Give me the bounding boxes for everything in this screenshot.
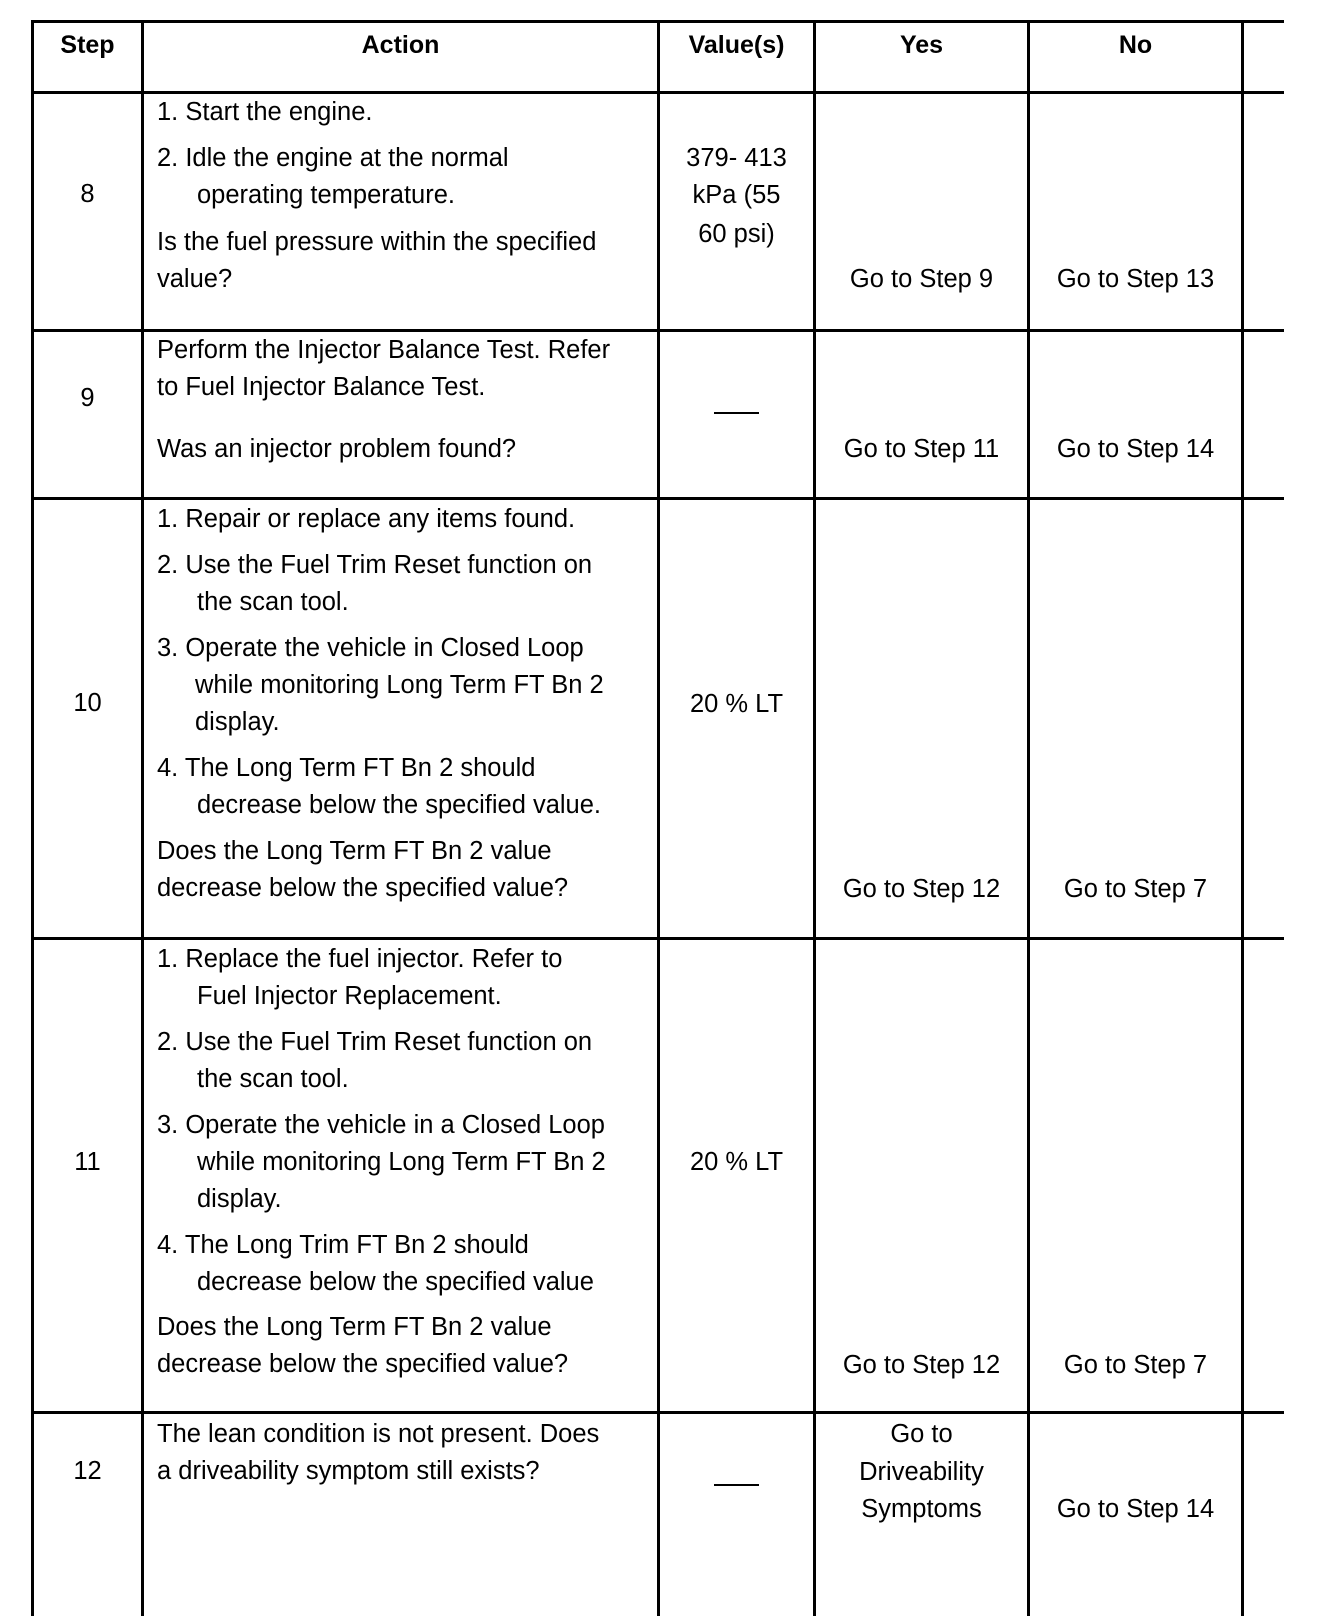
- action-line: Does the Long Term FT Bn 2 value: [157, 837, 552, 865]
- action-line: the scan tool.: [197, 588, 349, 616]
- action-line: Perform the Injector Balance Test. Refer: [157, 336, 611, 364]
- value-line: kPa (55: [692, 181, 781, 209]
- value-not-applicable-dash: [714, 412, 759, 414]
- action-line: 3. Operate the vehicle in Closed Loop: [157, 634, 584, 662]
- action-line: 1. Repair or replace any items found.: [157, 505, 576, 533]
- row-border-11: [31, 1411, 1284, 1414]
- col-border-step: [141, 20, 144, 1616]
- action-line: decrease below the specified value.: [197, 791, 602, 819]
- action-line: Does the Long Term FT Bn 2 value: [157, 1313, 552, 1341]
- action-line: display.: [197, 1185, 282, 1213]
- step-number: 12: [73, 1457, 102, 1485]
- action-line: the scan tool.: [197, 1065, 349, 1093]
- row-border-top: [31, 20, 1284, 23]
- action-line: operating temperature.: [197, 181, 455, 209]
- no-target: Go to Step 13: [1056, 265, 1215, 293]
- header-values: Value(s): [688, 31, 785, 59]
- yes-target: Go to Step 12: [842, 1351, 1001, 1379]
- action-line: 1. Replace the fuel injector. Refer to: [157, 945, 563, 973]
- action-line: The lean condition is not present. Does: [157, 1420, 600, 1448]
- action-line: a driveability symptom still exists?: [157, 1457, 540, 1485]
- no-target: Go to Step 7: [1063, 875, 1208, 903]
- yes-target: Driveability: [859, 1458, 984, 1486]
- yes-target: Go to Step 12: [842, 875, 1001, 903]
- yes-target: Symptoms: [861, 1495, 982, 1523]
- action-line: decrease below the specified value: [197, 1268, 594, 1296]
- action-line: value?: [157, 265, 233, 293]
- action-line: 3. Operate the vehicle in a Closed Loop: [157, 1111, 605, 1139]
- action-line: decrease below the specified value?: [157, 1350, 569, 1378]
- action-line: Was an injector problem found?: [157, 435, 517, 463]
- value-line: 20 % LT: [689, 690, 784, 718]
- value-not-applicable-dash: [714, 1484, 759, 1486]
- value-line: 379- 413: [686, 144, 787, 172]
- action-line: display.: [195, 708, 280, 736]
- value-line: 20 % LT: [689, 1148, 784, 1176]
- row-border-9: [31, 497, 1284, 500]
- action-line: 1. Start the engine.: [157, 98, 373, 126]
- action-line: decrease below the specified value?: [157, 874, 569, 902]
- action-line: Is the fuel pressure within the specified: [157, 228, 597, 256]
- action-line: 4. The Long Trim FT Bn 2 should: [157, 1231, 529, 1259]
- action-line: while monitoring Long Term FT Bn 2: [195, 671, 604, 699]
- action-line: 2. Use the Fuel Trim Reset function on: [157, 551, 593, 579]
- header-step: Step: [60, 31, 115, 59]
- step-number: 9: [80, 384, 95, 412]
- no-target: Go to Step 14: [1056, 435, 1215, 463]
- yes-target: Go to Step 11: [843, 435, 1000, 463]
- action-line: to Fuel Injector Balance Test.: [157, 373, 486, 401]
- header-action: Action: [361, 31, 440, 59]
- action-line: 2. Idle the engine at the normal: [157, 144, 509, 172]
- action-line: 2. Use the Fuel Trim Reset function on: [157, 1028, 593, 1056]
- header-no: No: [1118, 31, 1153, 59]
- col-border-left: [31, 20, 34, 1616]
- step-number: 10: [73, 689, 102, 717]
- value-line: 60 psi): [698, 220, 775, 248]
- row-border-10: [31, 937, 1284, 940]
- action-line: 4. The Long Term FT Bn 2 should: [157, 754, 536, 782]
- header-yes: Yes: [899, 31, 944, 59]
- col-border-action: [657, 20, 660, 1616]
- col-border-right: [1241, 20, 1244, 1616]
- step-number: 8: [80, 180, 95, 208]
- no-target: Go to Step 14: [1056, 1495, 1215, 1523]
- action-line: while monitoring Long Term FT Bn 2: [197, 1148, 606, 1176]
- step-number: 11: [74, 1148, 101, 1176]
- action-line: Fuel Injector Replacement.: [197, 982, 502, 1010]
- yes-target: Go to Step 9: [849, 265, 994, 293]
- yes-target: Go to: [890, 1420, 953, 1448]
- no-target: Go to Step 7: [1063, 1351, 1208, 1379]
